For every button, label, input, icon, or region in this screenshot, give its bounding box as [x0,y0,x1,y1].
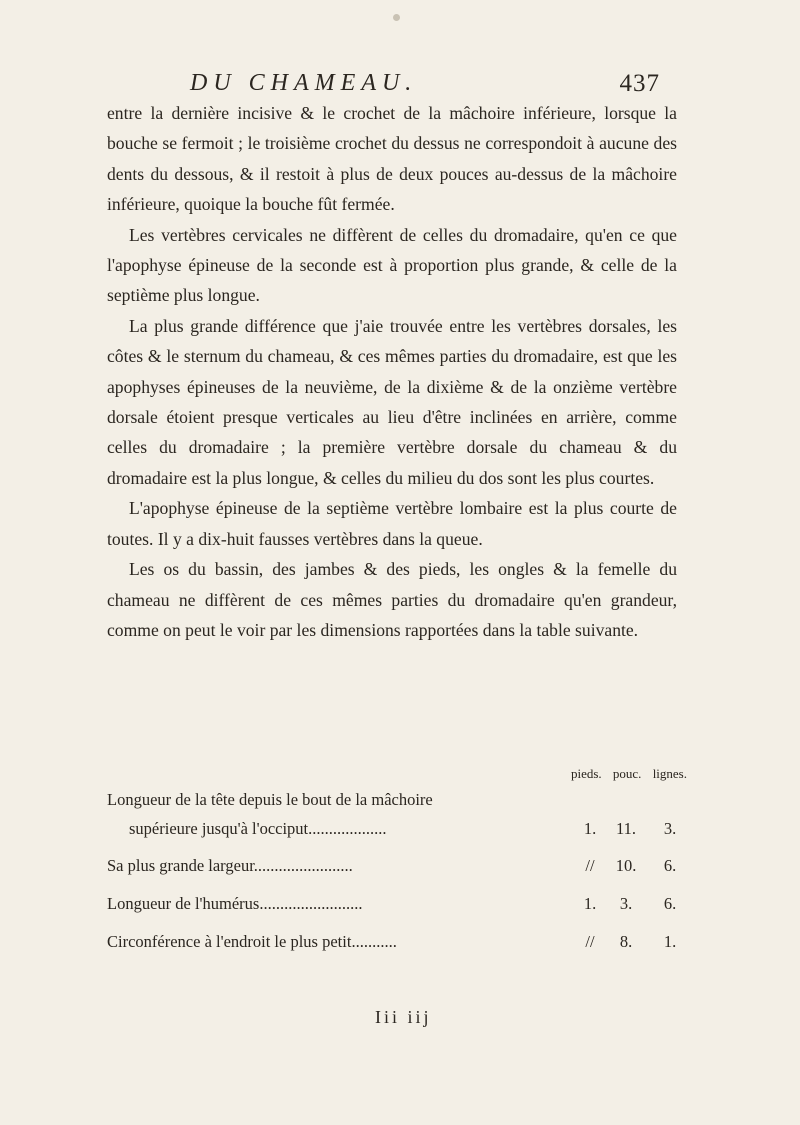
value-lines: 6. [663,894,677,913]
paragraph: Les vertèbres cervicales ne diffèrent de celles du dromadaire, qu'en ce que l'apophyse épineuse de la seconde est à proportion plus grande, & celle de la septième plus longue. [107,224,677,306]
unit-lines: lignes. [652,766,687,781]
table-row [107,790,687,850]
page-number: 437 [619,70,660,97]
value-lines: 3. [663,819,677,838]
body-text [107,98,677,645]
signature-mark: Iii iij [375,1007,432,1027]
unit-inches: pouc. [612,766,642,781]
row-label: Longueur de l'humérus [107,894,260,913]
value-feet: 1. [583,894,597,913]
row-label: Longueur de la tête depuis le bout de la mâchoire [107,790,433,809]
units-header [563,766,687,782]
leader-dots: ................... [308,819,387,838]
ink-spot [393,14,400,21]
paragraph: La plus grande différence que j'aie trouvée entre les vertèbres dorsales, les côtes & le sternum du chameau, & ces mêmes parties du dromadaire, est que les apophyses épineuses de la neuvième, de la dixième & de la onzième vertèbre dorsale étoient presque verticales au lieu d'être inclinées en arrière, comme celles du dromadaire ; la première vertèbre dorsale du chameau & du dromadaire est la plus longue, & celles du milieu du dos sont les plus courtes. [107,315,677,488]
table-row [107,856,687,876]
leader-dots: ........................ [253,856,353,875]
leader-dots: ......................... [259,894,363,913]
value-inches: 11. [615,819,636,838]
value-inches: 3. [619,894,633,913]
value-lines: 1. [663,932,677,951]
table-row [107,932,687,952]
value-inches: 8. [619,932,633,951]
value-inches: 10. [615,856,637,875]
paragraph: entre la dernière incisive & le crochet de la mâchoire inférieure, lorsque la bouche se fermoit ; le troisième crochet du dessus ne correspondoit à aucune des dents du dessous, & il restoit à plus de deux pouces au-dessus de la mâchoire inférieure, quoique la bouche fût fermée. [107,103,677,215]
row-label: Circonférence à l'endroit le plus petit [107,932,352,951]
row-label: Sa plus grande largeur [107,856,254,875]
row-label-continued: supérieure jusqu'à l'occiput [129,819,309,838]
value-feet: // [585,932,595,951]
value-feet: 1. [583,819,597,838]
running-title: DU CHAMEAU. [190,70,418,96]
value-lines: 6. [663,856,677,875]
table-row [107,894,687,914]
paragraph: Les os du bassin, des jambes & des pieds, les ongles & la femelle du chameau ne diffèrent de ces mêmes parties du dromadaire qu'en grandeur, comme on peut le voir par les dimensions rapportées dans la table suivante. [107,559,677,640]
value-feet: // [585,856,595,875]
unit-feet: pieds. [570,766,602,781]
leader-dots: ........... [351,932,397,951]
paragraph: L'apophyse épineuse de la septième vertèbre lombaire est la plus courte de toutes. Il y a dix-huit fausses vertèbres dans la queue. [107,498,677,549]
